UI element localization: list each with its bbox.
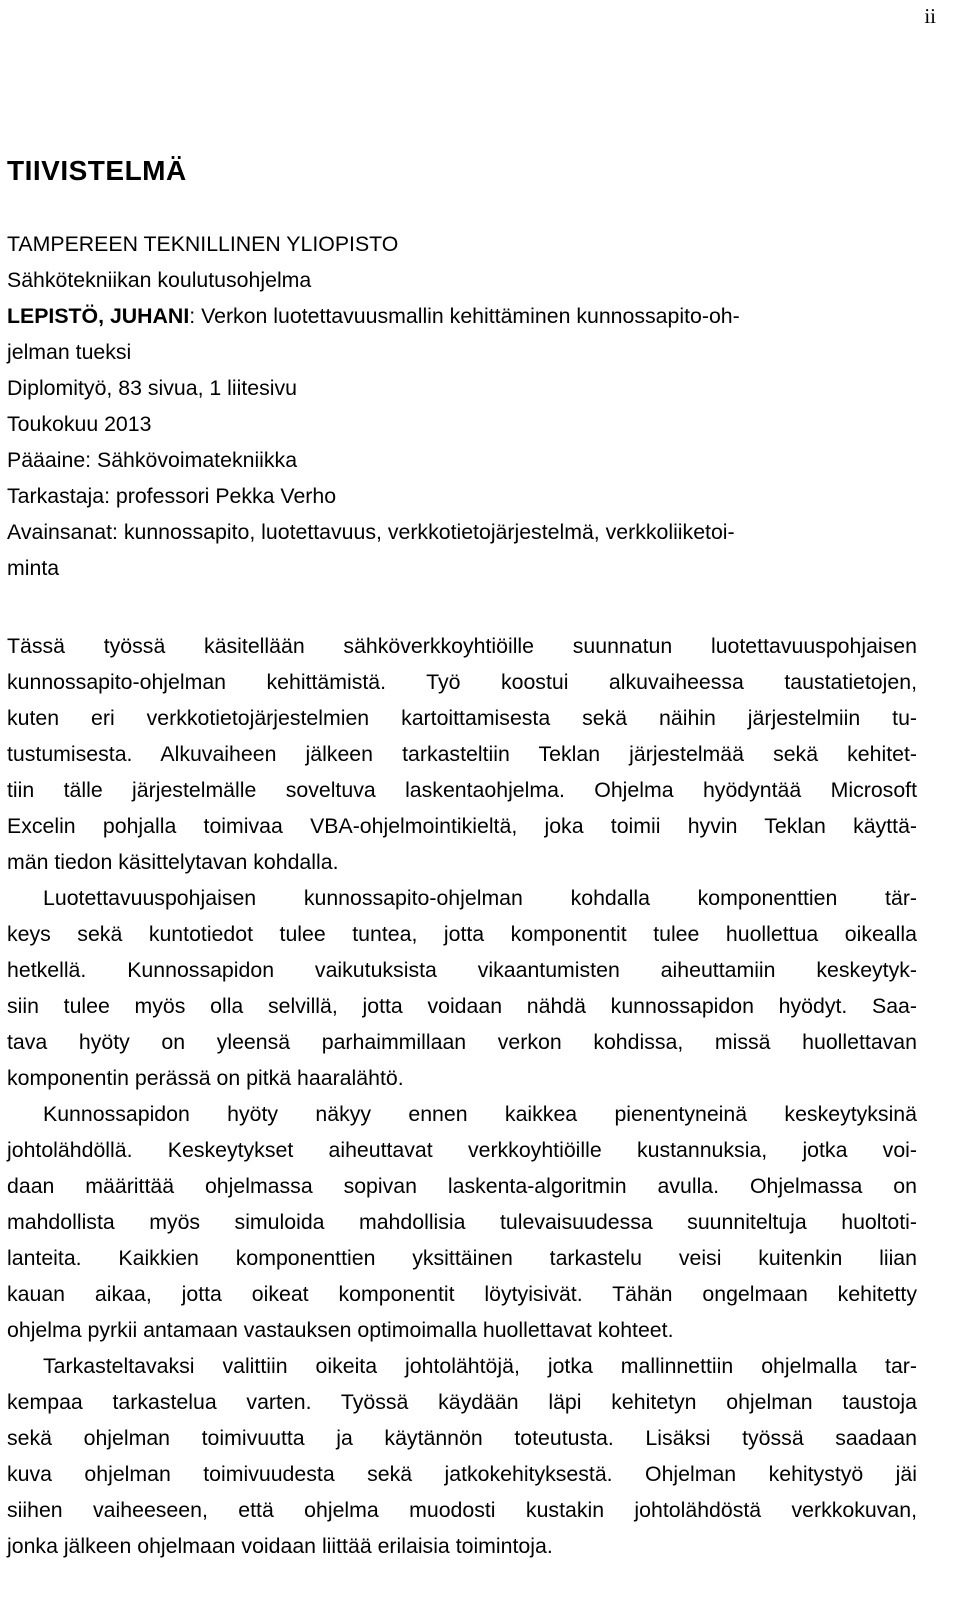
text-line: lanteita. Kaikkien komponenttien yksittäinen tarkastelu veisi kuitenkin liian	[7, 1246, 917, 1270]
paragraph-3	[7, 1096, 917, 1348]
keywords-line2: minta	[7, 556, 60, 580]
page-title: TIIVISTELMÄ	[7, 155, 187, 186]
thesis-title-line2: jelman tueksi	[7, 340, 132, 364]
text-line: tustumisesta. Alkuvaiheen jälkeen tarkasteltiin Teklan järjestelmää sekä kehitet-	[7, 742, 917, 766]
keywords-line1: Avainsanat: kunnossapito, luotettavuus, verkkotietojärjestelmä, verkkoliiketoi-	[7, 520, 735, 544]
text-line: män tiedon käsittelytavan kohdalla.	[7, 850, 339, 874]
university-name: TAMPEREEN TEKNILLINEN YLIOPISTO	[7, 232, 399, 256]
text-line: johtolähdöllä. Keskeytykset aiheuttavat verkkoyhtiöille kustannuksia, jotka voi-	[7, 1138, 917, 1162]
major-subject: Pääaine: Sähkövoimatekniikka	[7, 448, 298, 472]
thesis-title-line1: : Verkon luotettavuusmallin kehittäminen kunnossapito-oh-	[189, 304, 740, 328]
degree-programme: Sähkötekniikan koulutusohjelma	[7, 268, 312, 292]
text-line: keys sekä kuntotiedot tulee tuntea, jotta komponentit tulee huollettua oikealla	[7, 922, 917, 946]
text-line: hetkellä. Kunnossapidon vaikutuksista vikaantumisten aiheuttamiin keskeytyk-	[7, 958, 917, 982]
text-line: sekä ohjelman toimivuutta ja käytännön toteutusta. Lisäksi työssä saadaan	[7, 1426, 917, 1450]
text-line: kuten eri verkkotietojärjestelmien kartoittamisesta sekä näihin järjestelmiin tu-	[7, 706, 917, 730]
text-line: Excelin pohjalla toimivaa VBA-ohjelmointikieltä, joka toimii hyvin Teklan käyttä-	[7, 814, 917, 838]
text-line: siin tulee myös olla selvillä, jotta voidaan nähdä kunnossapidon hyödyt. Saa-	[7, 994, 917, 1018]
text-line: jonka jälkeen ohjelmaan voidaan liittää erilaisia toimintoja.	[7, 1534, 553, 1558]
text-line: siihen vaiheeseen, että ohjelma muodosti kustakin johtolähdöstä verkkokuvan,	[7, 1498, 917, 1522]
text-line: Luotettavuuspohjaisen kunnossapito-ohjelman kohdalla komponenttien tär-	[43, 886, 917, 910]
abstract-metadata	[7, 226, 921, 586]
text-line: ohjelma pyrkii antamaan vastauksen optimoimalla huollettavat kohteet.	[7, 1318, 674, 1342]
text-line: Tässä työssä käsitellään sähköverkkoyhtiöille suunnatun luotettavuuspohjaisen	[7, 634, 917, 658]
text-line: Kunnossapidon hyöty näkyy ennen kaikkea pienentyneinä keskeytyksinä	[43, 1102, 917, 1126]
paragraph-4	[7, 1348, 917, 1564]
text-line: daan määrittää ohjelmassa sopivan laskenta-algoritmin avulla. Ohjelmassa on	[7, 1174, 917, 1198]
paragraph-1	[7, 628, 917, 880]
text-line: mahdollista myös simuloida mahdollisia tulevaisuudessa suunniteltuja huoltoti-	[7, 1210, 917, 1234]
text-line: kempaa tarkastelua varten. Työssä käydään läpi kehitetyn ohjelman taustoja	[7, 1390, 917, 1414]
text-line: tiin tälle järjestelmälle soveltuva laskentaohjelma. Ohjelma hyödyntää Microsoft	[7, 778, 917, 802]
thesis-type-pages: Diplomityö, 83 sivua, 1 liitesivu	[7, 376, 297, 400]
text-line: komponentin perässä on pitkä haaralähtö.	[7, 1066, 404, 1090]
thesis-author-title	[7, 298, 921, 334]
paragraph-2	[7, 880, 917, 1096]
author-name: LEPISTÖ, JUHANI	[7, 304, 190, 328]
abstract-body	[7, 628, 917, 1564]
text-line: kuva ohjelman toimivuudesta sekä jatkokehityksestä. Ohjelman kehitystyö jäi	[7, 1462, 917, 1486]
page-number: ii	[924, 4, 936, 28]
text-line: kauan aikaa, jotta oikeat komponentit löytyisivät. Tähän ongelmaan kehitetty	[7, 1282, 917, 1306]
examiner: Tarkastaja: professori Pekka Verho	[7, 484, 337, 508]
text-line: Tarkasteltavaksi valittiin oikeita johtolähtöjä, jotka mallinnettiin ohjelmalla tar-	[43, 1354, 917, 1378]
thesis-date: Toukokuu 2013	[7, 412, 152, 436]
text-line: kunnossapito-ohjelman kehittämistä. Työ koostui alkuvaiheessa taustatietojen,	[7, 670, 917, 694]
text-line: tava hyöty on yleensä parhaimmillaan verkon kohdissa, missä huollettavan	[7, 1030, 917, 1054]
